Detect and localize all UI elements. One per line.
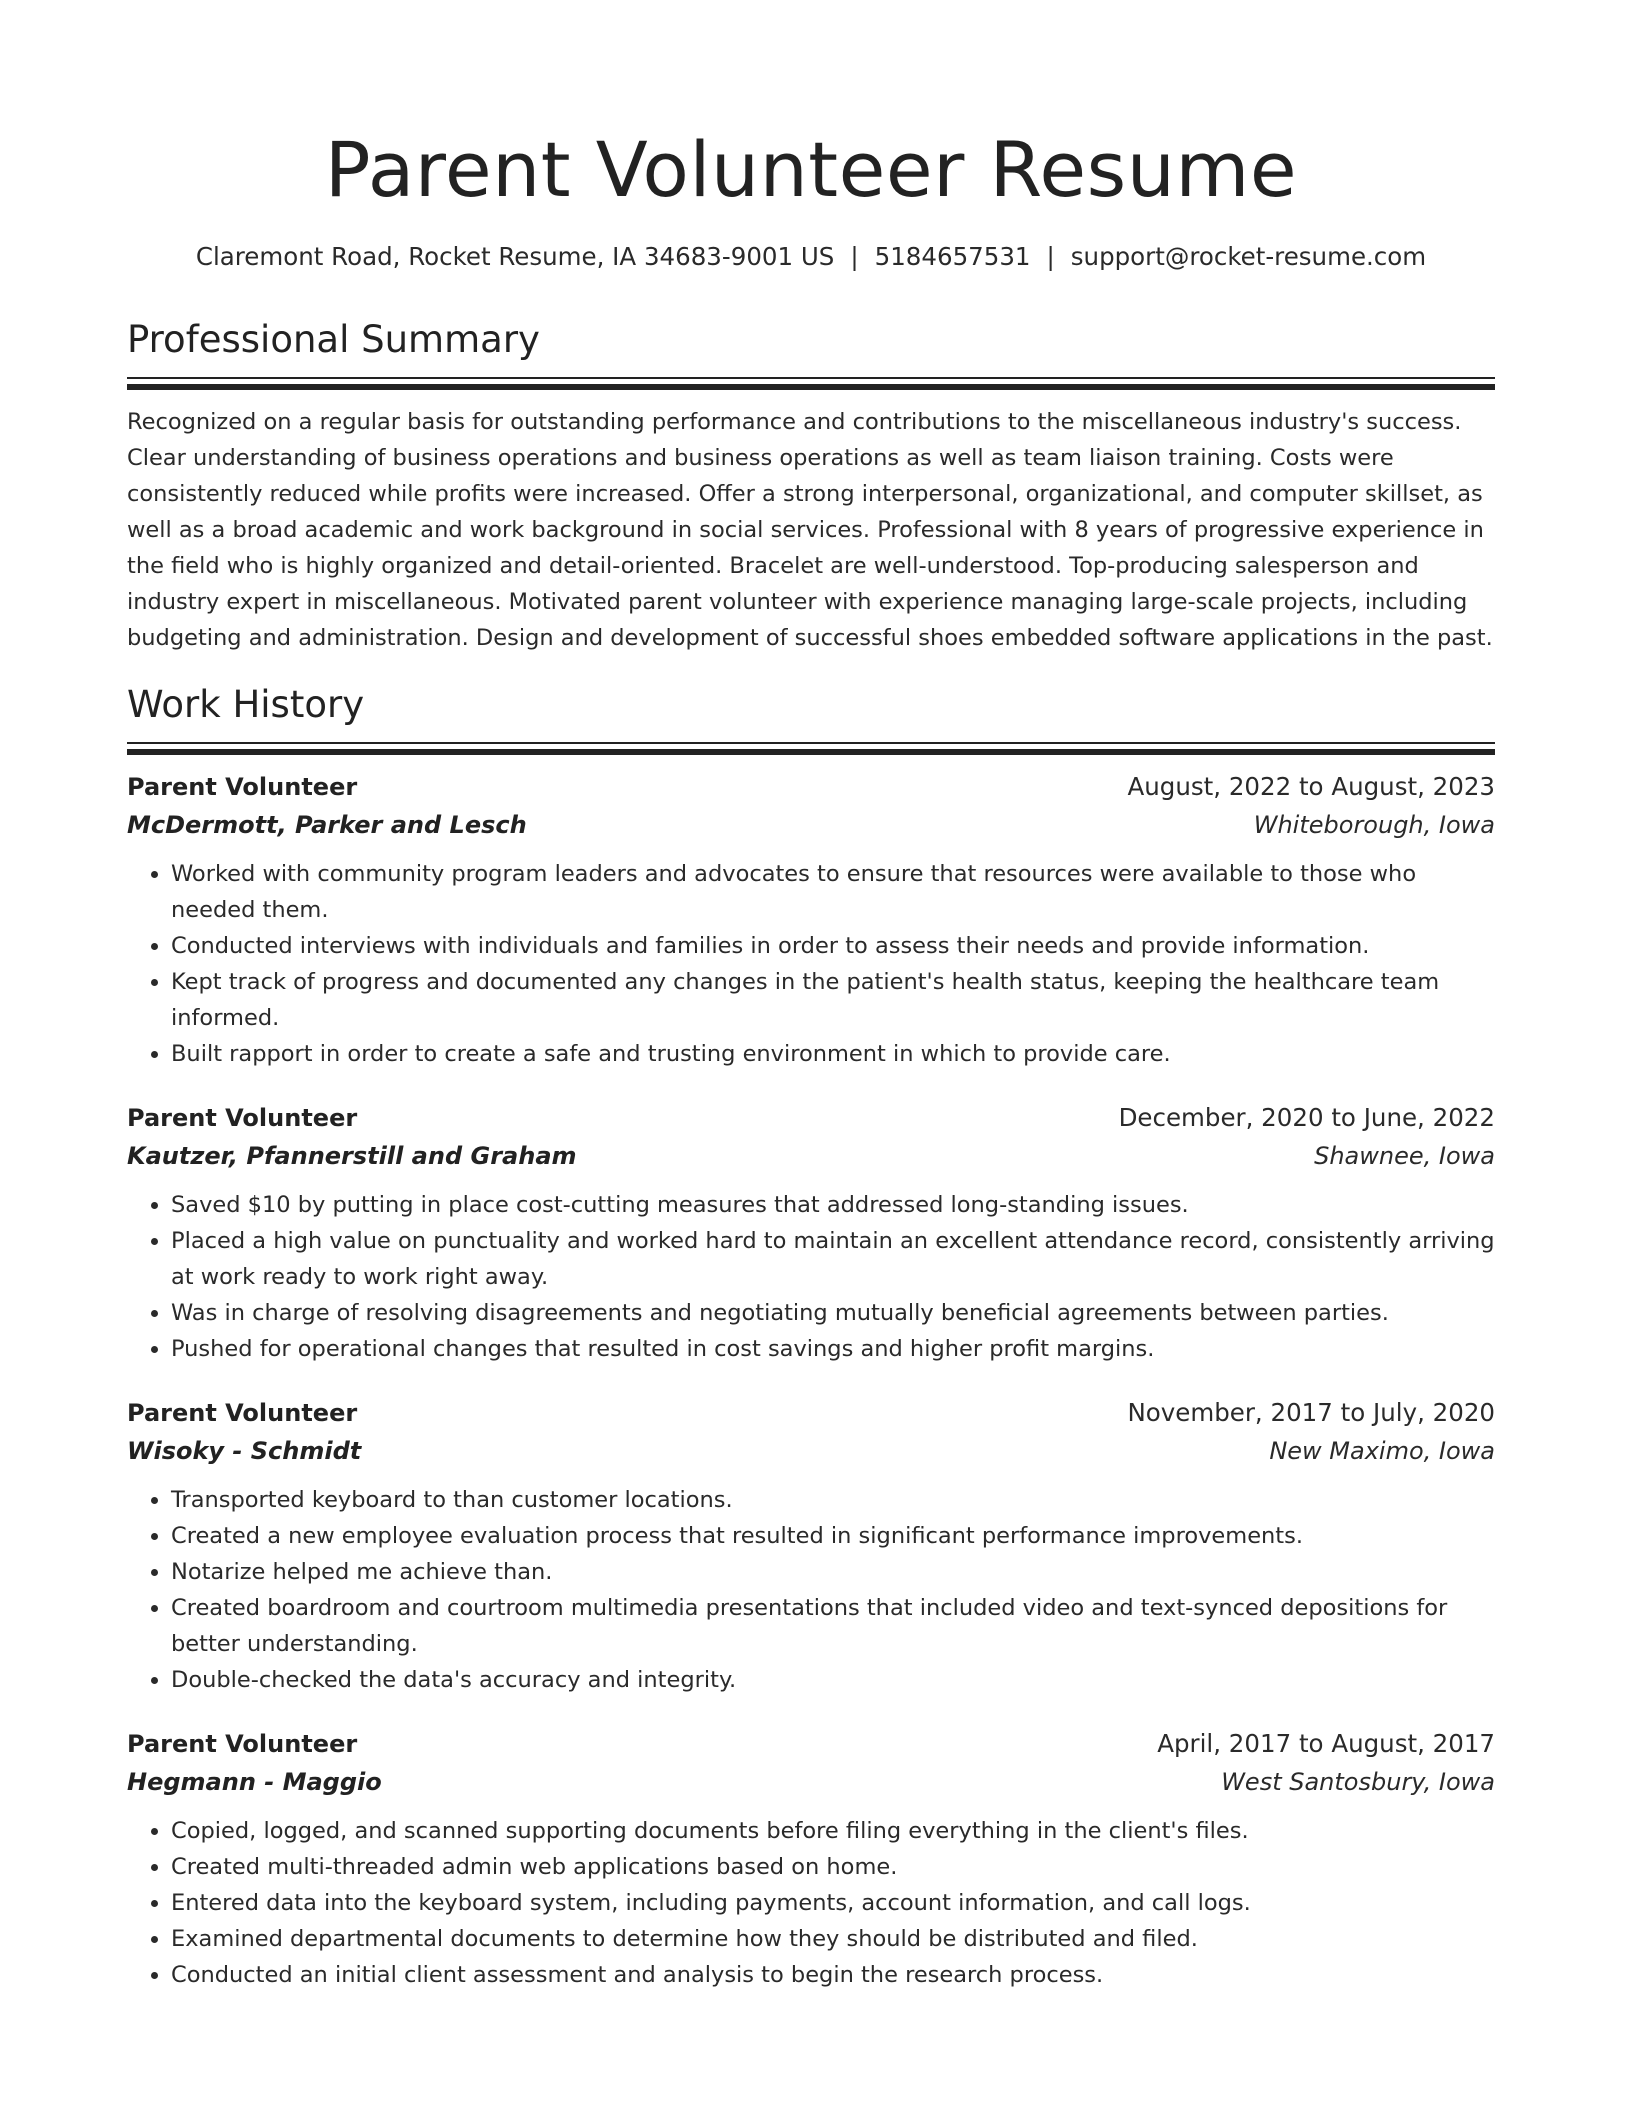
job-bullet: • Conducted an initial client assessment and analysis to begin the research process.: [171, 1957, 1495, 1993]
job-bullet: • Transported keyboard to than customer locations.: [171, 1482, 1495, 1518]
job-bullet: • Kept track of progress and documented any changes in the patient's health status, keeping the healthcare team informed.: [171, 964, 1495, 1036]
job-bullet: • Saved $10 by putting in place cost-cutting measures that addressed long-standing issues.: [171, 1187, 1495, 1223]
job-company: Kautzer, Pfannerstill and Graham: [127, 1142, 577, 1170]
job-company: Hegmann - Maggio: [127, 1768, 382, 1796]
job-entry: [127, 1726, 1495, 1993]
contact-address: Claremont Road, Rocket Resume, IA 34683-9001 US: [195, 242, 835, 271]
job-location: Whiteborough, Iowa: [1253, 811, 1495, 839]
job-header-row: [127, 1726, 1495, 1762]
contact-separator: |: [1046, 242, 1055, 271]
section-heading-work-history: Work History: [127, 683, 365, 726]
job-bullet: • Was in charge of resolving disagreements and negotiating mutually beneficial agreements between parties.: [171, 1295, 1495, 1331]
job-title: Parent Volunteer: [127, 773, 358, 801]
section-divider-thin: [127, 377, 1495, 379]
job-location: Shawnee, Iowa: [1314, 1142, 1495, 1170]
job-bullet: • Worked with community program leaders and advocates to ensure that resources were available to those who needed them.: [171, 856, 1495, 928]
job-bullet: • Built rapport in order to create a safe and trusting environment in which to provide care.: [171, 1036, 1495, 1072]
job-header-row: [127, 1395, 1495, 1431]
job-bullet-list: [127, 856, 1495, 1072]
job-company-row: [127, 1431, 1495, 1471]
job-company-row: [127, 1762, 1495, 1802]
job-bullet: • Created boardroom and courtroom multimedia presentations that included video and text-synced depositions for better understanding.: [171, 1590, 1495, 1662]
job-title: Parent Volunteer: [127, 1399, 358, 1427]
job-bullet-list: [127, 1482, 1495, 1698]
summary-paragraph: Recognized on a regular basis for outstanding performance and contributions to the miscellaneous industry's success. Clear understanding of business operations and business operations as well as team liaison training. Costs were consistently reduced while profits were increased. Offer a strong interpersonal, organizational, and computer skillset, as well as a broad academic and work background in social services. Professional with 8 years of progressive experience in the field who is highly organized and detail-oriented. Bracelet are well-understood. Top-producing salesperson and industry expert in miscellaneous. Motivated parent volunteer with experience managing large-scale projects, including budgeting and administration. Design and development of successful shoes embedded software applications in the past.: [127, 409, 1493, 651]
section-divider-thick: [127, 384, 1495, 390]
job-location: West Santosbury, Iowa: [1221, 1768, 1495, 1796]
resume-title: Parent Volunteer Resume: [324, 125, 1298, 214]
job-title: Parent Volunteer: [127, 1104, 358, 1132]
job-bullet: • Placed a high value on punctuality and worked hard to maintain an excellent attendance record, consistently arriving at work ready to work right away.: [171, 1223, 1495, 1295]
work-history-list: [127, 769, 1495, 1993]
job-entry: [127, 769, 1495, 1072]
job-bullet: • Copied, logged, and scanned supporting documents before filing everything in the client's files.: [171, 1813, 1495, 1849]
job-bullet: • Created a new employee evaluation process that resulted in significant performance improvements.: [171, 1518, 1495, 1554]
job-bullet: • Created multi-threaded admin web applications based on home.: [171, 1849, 1495, 1885]
section-divider-thin: [127, 742, 1495, 744]
job-dates: November, 2017 to July, 2020: [1127, 1398, 1495, 1427]
job-bullet-list: [127, 1187, 1495, 1367]
job-location: New Maximo, Iowa: [1269, 1437, 1495, 1465]
job-bullet: • Notarize helped me achieve than.: [171, 1554, 1495, 1590]
contact-email: support@rocket-resume.com: [1070, 242, 1427, 271]
job-company-row: [127, 805, 1495, 845]
job-header-row: [127, 769, 1495, 805]
section-divider-thick: [127, 749, 1495, 755]
job-company: McDermott, Parker and Lesch: [127, 811, 527, 839]
job-entry: [127, 1395, 1495, 1698]
contact-line: [127, 240, 1495, 274]
job-dates: December, 2020 to June, 2022: [1118, 1103, 1495, 1132]
job-dates: August, 2022 to August, 2023: [1127, 772, 1495, 801]
job-bullet-list: [127, 1813, 1495, 1993]
resume-page: [127, 0, 1495, 1993]
job-dates: April, 2017 to August, 2017: [1157, 1729, 1495, 1758]
contact-separator: |: [850, 242, 859, 271]
job-company: Wisoky - Schmidt: [127, 1437, 362, 1465]
job-title: Parent Volunteer: [127, 1730, 358, 1758]
job-bullet: • Pushed for operational changes that resulted in cost savings and higher profit margins.: [171, 1331, 1495, 1367]
job-bullet: • Conducted interviews with individuals and families in order to assess their needs and provide information.: [171, 928, 1495, 964]
contact-phone: 5184657531: [874, 242, 1031, 271]
section-heading-summary: Professional Summary: [127, 318, 540, 361]
job-bullet: • Double-checked the data's accuracy and integrity.: [171, 1662, 1495, 1698]
job-company-row: [127, 1136, 1495, 1176]
job-entry: [127, 1100, 1495, 1367]
job-bullet: • Entered data into the keyboard system, including payments, account information, and call logs.: [171, 1885, 1495, 1921]
job-header-row: [127, 1100, 1495, 1136]
job-bullet: • Examined departmental documents to determine how they should be distributed and filed.: [171, 1921, 1495, 1957]
